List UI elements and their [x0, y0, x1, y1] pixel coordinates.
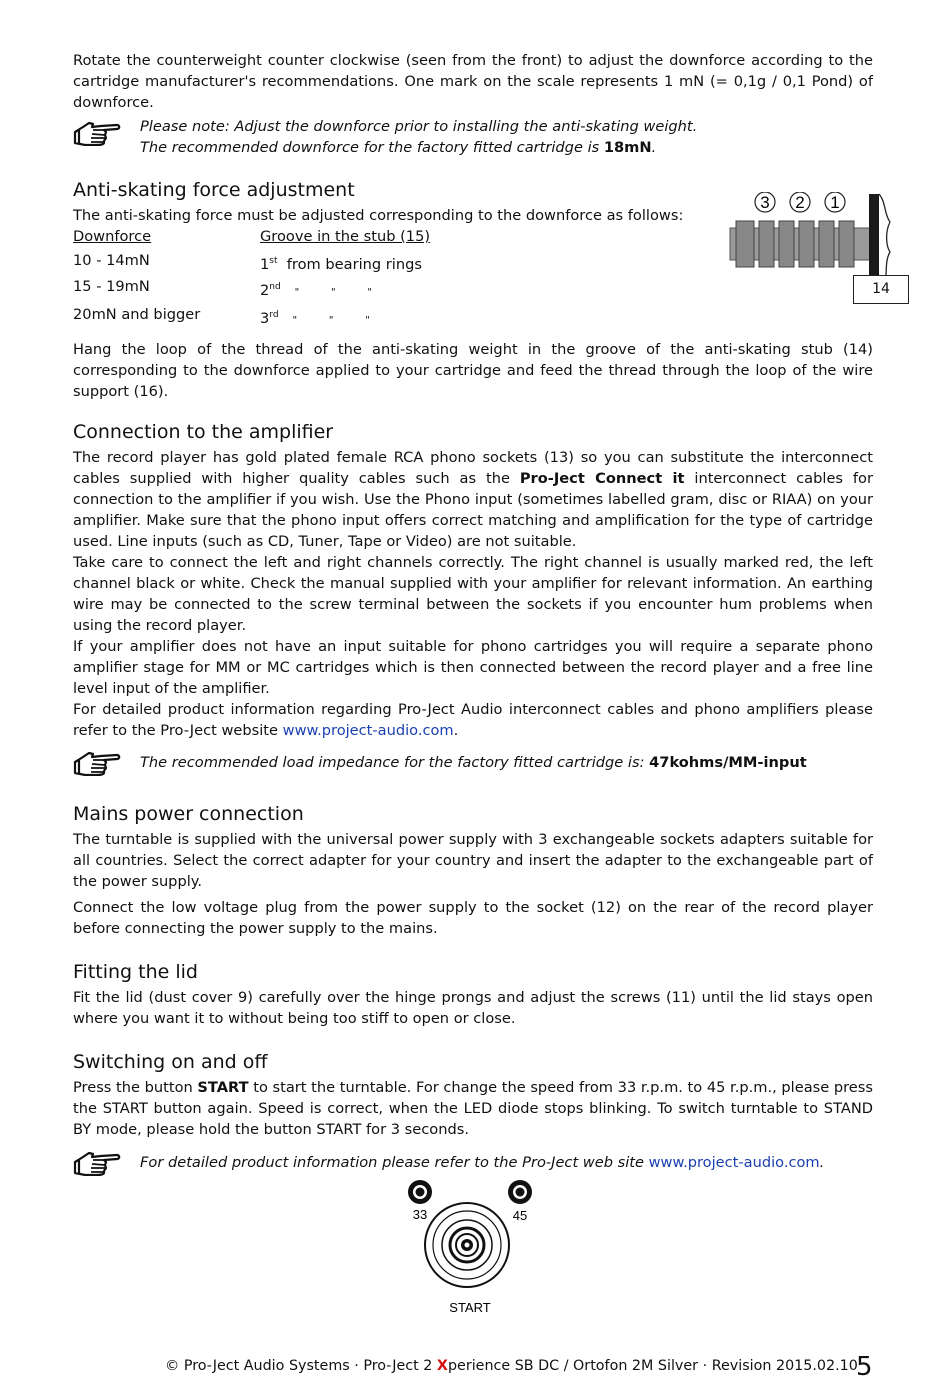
svg-text:1: 1 [830, 193, 840, 212]
speed-45-label: 45 [512, 1208, 528, 1223]
page-number: 5 [856, 1352, 873, 1382]
led-33-icon [408, 1180, 432, 1204]
mains-paragraph-2: Connect the low voltage plug from the power supply to the socket (12) on the rear of the record player before connecting the power supply to the mains. [73, 898, 873, 937]
groove-marker [755, 192, 775, 212]
downforce-note [73, 116, 873, 158]
impedance-note: The recommended load impedance for the factory fitted cartridge is: 47kohms/MM-input [73, 752, 873, 773]
stub-number-label: 14 [853, 275, 909, 304]
connection-heading: Connection to the amplifier [73, 420, 334, 443]
groove-marker [790, 192, 810, 212]
led-45-icon [508, 1180, 532, 1204]
start-button-icon [425, 1203, 509, 1287]
pointing-hand-icon [73, 1148, 121, 1176]
connection-paragraph-4: For detailed product information regarding Pro-Ject Audio interconnect cables and phono amplifiers please refer to the Pro-Ject website www.project-audio.com. [73, 700, 873, 739]
start-label: START [449, 1300, 491, 1315]
table-row [73, 304, 873, 332]
website-link[interactable]: www.project-audio.com [648, 1153, 820, 1171]
downforce-cell: 20mN and bigger [73, 305, 201, 323]
connection-paragraph-1: The record player has gold plated female RCA phono sockets (13) so you can substitute the interconnect cables supplied with higher quality cables such as the Pro-Ject Connect it interconnect cables for connection to the amplifier if you wish. Use the Phono input (sometimes labelled gram, disc or RIAA) on your amplifier. Make sure that the phono input offers correct matching and amplification for the type of cartridge used. Line inputs (such as CD, Tuner, Tape or Video) are not suitable. [73, 448, 873, 550]
switching-paragraph: Press the button START to start the turntable. For change the speed from 33 r.p.m. to 45 r.p.m., please press the START button again. Speed is correct, when the LED diode stops blinking. To switch turntable to STAND BY mode, please hold the button START for 3 seconds. [73, 1078, 873, 1138]
groove-column-header: Groove in the stub (15) [260, 228, 431, 245]
connection-paragraph-3: If your amplifier does not have an input suitable for phono cartridges you will require a separate phono amplifier stage for MM or MC cartridges which is then connected between the record player and a free line level input of the amplifier. [73, 637, 873, 697]
lid-heading: Fitting the lid [73, 960, 198, 983]
antiskating-intro: The anti-skating force must be adjusted corresponding to the downforce as follows: [73, 207, 684, 224]
mains-paragraph-1: The turntable is supplied with the universal power supply with 3 exchangeable sockets adapters suitable for all countries. Select the correct adapter for your country and insert the adapter to the exchangeable part of the power supply. [73, 830, 873, 890]
website-note: For detailed product information please refer to the Pro-Ject web site www.project-audio.com. [73, 1152, 873, 1173]
antiskating-paragraph: Hang the loop of the thread of the anti-skating weight in the groove of the anti-skating stub (14) corresponding to the downforce applied to your cartridge and feed the thread through the loop of the wire support (16). [73, 340, 873, 400]
lid-paragraph: Fit the lid (dust cover 9) carefully over the hinge prongs and adjust the screws (11) until the lid stays open where you want it to without being too stiff to open or close. [73, 988, 873, 1027]
downforce-cell: 10 - 14mN [73, 252, 150, 269]
switching-heading: Switching on and off [73, 1050, 268, 1073]
antiskating-section [73, 178, 890, 402]
groove-cell: 2nd " " " [260, 281, 373, 299]
antiskating-heading: Anti-skating force adjustment [73, 179, 355, 201]
svg-text:2: 2 [795, 193, 805, 212]
website-link[interactable]: www.project-audio.com [282, 721, 454, 739]
note-line-1: Please note: Adjust the downforce prior to installing the anti-skating weight. [140, 118, 698, 135]
control-panel-diagram [395, 1175, 545, 1320]
note-line-2: The recommended downforce for the factory fitted cartridge is 18mN. [140, 139, 657, 156]
downforce-cell: 15 - 19mN [73, 277, 150, 295]
groove-cell: 3rd " " " [260, 309, 370, 327]
footer-text: © Pro-Ject Audio Systems · Pro-Ject 2 Xperience SB DC / Ortofon 2M Silver · Revision 2015.02.10 [165, 1358, 858, 1374]
intro-paragraph: Rotate the counterweight counter clockwise (seen from the front) to adjust the downforce according to the cartridge manufacturer's recommendations. One mark on the scale represents 1 mN (= 0,1g / 0,1 Pond) of downforce. [73, 52, 873, 111]
pointing-hand-icon [73, 748, 121, 776]
downforce-column-header: Downforce [73, 228, 152, 245]
svg-text:3: 3 [760, 193, 770, 212]
page-content [73, 50, 890, 1173]
groove-cell: 1st from bearing rings [260, 255, 422, 273]
pointing-hand-icon [73, 118, 121, 146]
speed-33-label: 33 [412, 1207, 428, 1222]
connection-paragraph-2: Take care to connect the left and right channels correctly. The right channel is usually marked red, the left channel black or white. Check the manual supplied with your amplifier for relevant information. An earthing wire may be connected to the screw terminal between the sockets if you encounter hum problems when using the record player. [73, 553, 873, 634]
mains-heading: Mains power connection [73, 802, 304, 825]
groove-marker [825, 192, 845, 212]
